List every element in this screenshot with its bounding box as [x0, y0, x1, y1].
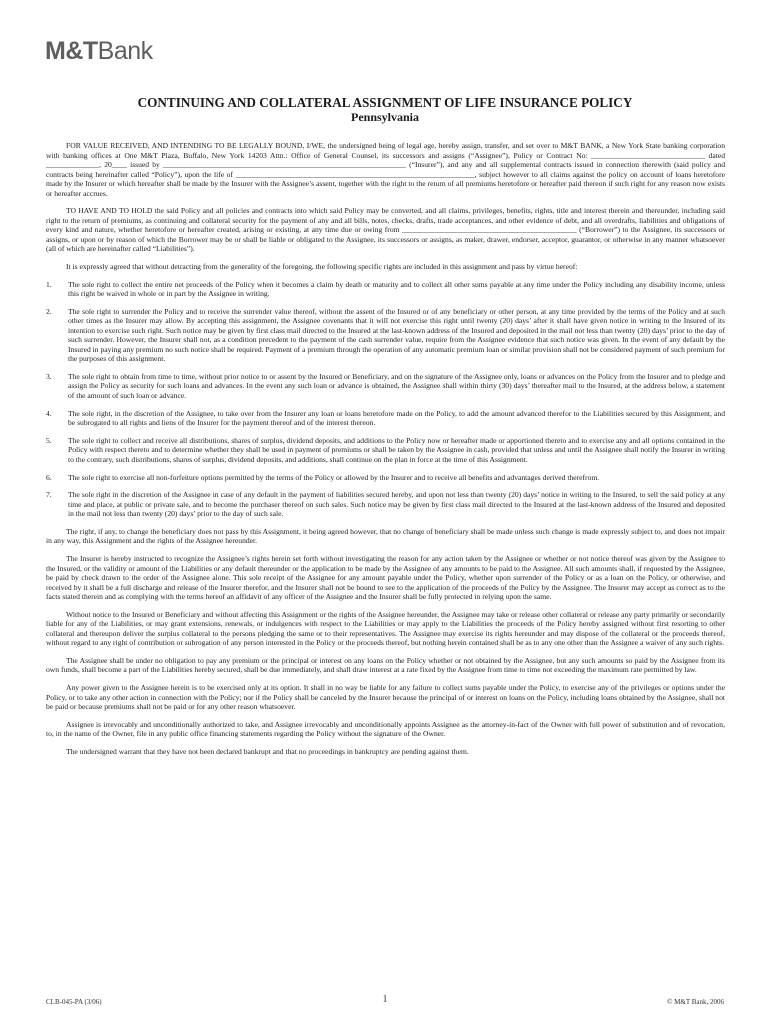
list-item-number: 5.	[46, 435, 52, 445]
paragraph-bankruptcy-warrant: The undersigned warrant that they have not been declared bankrupt and that no proceedings in bankruptcy are pending against them.	[66, 747, 469, 756]
paragraph-no-obligation: The Assignee shall be under no obligation to pay any premium or the principal or interest on any loans on the Policy whether or not obtained by the Assignee, but any such amounts so paid by the Assignee from its own funds, shall become a part of the Liabilities hereby secured, shall be due immediately, and shall draw interest at a rate fixed by the Assignee from time to time not exceeding the maximum rate permitted by law.	[46, 655, 725, 675]
list-item	[46, 490, 725, 519]
paragraph-beneficiary-change: The right, if any, to change the beneficiary does not pass by this Assignment, it being agreed however, that no change of beneficiary shall be made unless such change is made expressly subject to, and does not impair in any way, this Assignment and the rights of the Assignee hereunder.	[46, 526, 725, 546]
list-item-number: 1.	[46, 279, 52, 289]
document-body	[46, 141, 725, 765]
document-subtitle: Pennsylvania	[350, 110, 419, 124]
list-item	[46, 280, 725, 299]
list-item-text: The sole right to collect the entire net proceeds of the Policy when it becomes a claim by death or maturity and to collect all other sums payable at any time under the Policy including any disability income, unless this right be waived in whole or in part by the Assignee in writing.	[68, 279, 725, 299]
list-item-text: The sole right to obtain from time to time, without prior notice to or assent by the Insured or Beneficiary, and on the signature of the Assignee only, loans or advances on the Policy from the Insurer and to pledge and assign the Policy as security for such loans and advances. In the event any such loan or advance is obtained, the Assignee shall within thirty (30) days’ thereafter mail to the Insured, at the address below, a statement of the amount of such loan or advance.	[68, 371, 725, 400]
list-item	[46, 436, 725, 465]
list-item	[46, 409, 725, 428]
list-item-text: The sole right to exercise all non-forfeiture options permitted by the terms of the Policy or allowed by the Insurer and to receive all benefits and advantages derived therefrom.	[68, 472, 600, 482]
list-item-number: 4.	[46, 408, 52, 418]
list-item-text: The sole right to collect and receive all distributions, shares of surplus, dividend deposits, and additions to the Policy now or hereafter made or apportioned thereto and to exercise any and all options contained in the Policy with respect thereto and to determine whether they shall be used in payment of premiums or shall be taken by the Assignee in cash, provided that unless and until the Assignee shall notify the Insurer in writing to the contrary, such distributions, shares of surplus, dividend deposits, and additions, shall continue on the plan in force at the time of this Assignment.	[68, 435, 725, 464]
list-item-text: The sole right to surrender the Policy and to receive the surrender value thereof, without the assent of the Insured or of any beneficiary or other person, at any time provided by the terms of the Policy and at such other times as the Insurer may allow. By accepting this assignment, the Assignee covenants that it will not exercise this right until twenty (20) days’ after it shall have given notice in writing to the Insured of its intention to exercise such right. Such notice may be given by first class mail directed to the Insured at the last-known address of the Insured and deposited in the mail not less than twenty (20) days’ prior to the day of such surrender. However, the Insurer shall not, as a condition precedent to the payment of the cash surrender value, require from the Assignee evidence that such notice was given. In the event of any default by the Insured in paying any premium no such notice shall be required. Payment of a premium through the operation of any automatic premium loan or similar provision shall not be considered payment of such premium for the purposes of this assignment.	[68, 306, 725, 364]
logo-mt-text: M&T	[45, 37, 98, 65]
document-title: CONTINUING AND COLLATERAL ASSIGNMENT OF LIFE INSURANCE POLICY	[137, 95, 633, 110]
paragraph-for-value-received: FOR VALUE RECEIVED, AND INTENDING TO BE LEGALLY BOUND, I/WE, the undersigned being of legal age, hereby assign, transfer, and set over to M&T BANK, a New York State banking corporation with banking offices at One M&T Plaza, Buffalo, New York 14203 Attn.: Office of General Counsel, its successors and assigns (“Assignee”), Policy or Contract No: ______________________________ dated ______________, 20____ issued by ________________________________________________________________ (“Insurer”), and any and all supplemental contracts issued in connection therewith (said policy and contracts being hereinafter called “Policy”), upon the life of _______________________________________________________________, subject however to all claims against the policy on account of loans heretofore made by the Insurer or which hereafter shall be made by the Insurer with the Assignee’s assent, together with the right to the return of all premiums heretofore or hereafter paid thereon if such right for any reason now exists or hereafter accrues.	[46, 141, 725, 198]
list-item-number: 2.	[46, 306, 52, 316]
list-item-number: 3.	[46, 371, 52, 381]
list-item	[46, 372, 725, 401]
list-item-text: The sole right, in the discretion of the Assignee, to take over from the Insurer any loan or loans heretofore made on the Policy, to add the amount advanced therefor to the Liabilities secured by this Assignment, and be subrogated to all rights and liens of the Insurer for the payment thereof and of the interest thereon.	[68, 408, 725, 428]
form-code: CLB-045-PA (3/06)	[46, 998, 102, 1006]
list-item	[46, 307, 725, 364]
paragraph-to-have-and-to-hold: TO HAVE AND TO HOLD the said Policy and all policies and contracts into which said Policy may be converted, and all claims, privileges, benefits, rights, title and interest therein and thereunder, including said right to the return of premiums, as continuing and collateral security for the payment of any and all bills, notes, checks, drafts, trade acceptances, and other evidence of debt, and all overdrafts, liabilities and obligations of every kind and nature, whether heretofore or hereafter created, arising or existing, at any time due or owing from ______________________________________________ (“Borrower”) to the Assignee, its successors or assigns, or upon or by reason of which the Borrower may be or shall be liable or obligated to the Assignee, its successors or assigns, as maker, drawer, endorser, acceptor, guarantor, or otherwise in any manner whatsoever (all of which are hereinafter called “Liabilities”).	[46, 206, 725, 254]
logo-bank-text: Bank	[97, 37, 153, 65]
list-item-number: 6.	[46, 472, 52, 482]
specific-rights-list	[46, 280, 725, 519]
list-item-number: 7.	[46, 490, 52, 500]
mt-bank-logo	[45, 37, 153, 66]
list-item	[46, 473, 725, 483]
paragraph-attorney-in-fact: Assignee is irrevocably and unconditionally authorized to take, and Assignee irrevocably and unconditionally appoints Assignee as the attorney-in-fact of the Owner with full power of substitution and of revocation, to, in the name of the Owner, file in any public office financing statements regarding the Policy without the signature of the Owner.	[46, 719, 725, 739]
copyright-notice: © M&T Bank, 2006	[667, 998, 724, 1006]
paragraph-power-option: Any power given to the Assignee herein is to be exercised only at its option. It shall in no way be liable for any failure to collect sums payable under the Policy, to exercise any of the privileges or options under the Policy, or to take any other action in connection with the Policy; nor if the Policy shall be canceled by the Insurer because the principal of or interest on loans on the Policy, including loans obtained by the Assignee, shall not be paid or because premiums shall not be paid or for any other reason whatsoever.	[46, 683, 725, 712]
paragraph-without-notice: Without notice to the Insured or Beneficiary and without affecting this Assignment or the rights of the Assignee hereunder, the Assignee may take or release other collateral or release any party primarily or secondarily liable for any of the Liabilities, or may grant extensions, renewals, or indulgences with respect to the Liabilities or may apply to the Liabilities the proceeds of the Policy hereby assigned without first resorting to other collateral and thereupon deliver the surplus collateral to the persons pledging the same or to their representatives. The Assignee may exercise its rights hereunder and may dispose of the collateral or the proceeds thereof, without regard to any right of contribution or subrogation of any person interested in the Policy or the proceeds thereof, but nothing herein contained shall be as to any one other than the Assignee a waiver of any such rights.	[46, 609, 725, 648]
page-number: 1	[382, 994, 388, 1005]
paragraph-expressly-agreed: It is expressly agreed that without detracting from the generality of the foregoing, the following specific rights are included in this assignment and pass by virtue hereof:	[66, 261, 578, 271]
list-item-text: The sole right in the discretion of the Assignee in case of any default in the payment of liabilities secured hereby, and upon not less than twenty (20) days’ notice in writing to the Insured, to sell the said policy at any time and place, at public or private sale, and to become the purchaser thereof on such sales. Such notice may be given by first class mail directed to the Insured at the last-known address of the Insured and deposited in the mail not less than twenty (20) days’ prior to the day of such sale.	[68, 490, 725, 519]
paragraph-insurer-instructed: The Insurer is hereby instructed to recognize the Assignee’s rights herein set forth without investigating the reason for any action taken by the Assignee or whether or not notice thereof was given by the Assignee to the Insured, or the validity or amount of the Liabilities or any default thereunder or the application to be made by the Assignee of any amounts to be paid to the Assignee. All such amounts shall, if requested by the Assignee, be paid by check drawn to the order of the Assignee alone. This sole receipt of the Assignee for any amount payable under the Policy, whether upon surrender of the Policy or as a loan on the Policy, or otherwise, and received by it shall be a full discharge and release of the Insurer therefor, and the Insurer shall not be bound to see to the application of the proceeds of the Policy by the Assignee. The Insurer may accept as correct as to the facts stated therein and as complying with the terms hereof an affidavit of any officer of the Assignee and the Insurer shall be fully protected in relying upon the same.	[46, 554, 725, 602]
